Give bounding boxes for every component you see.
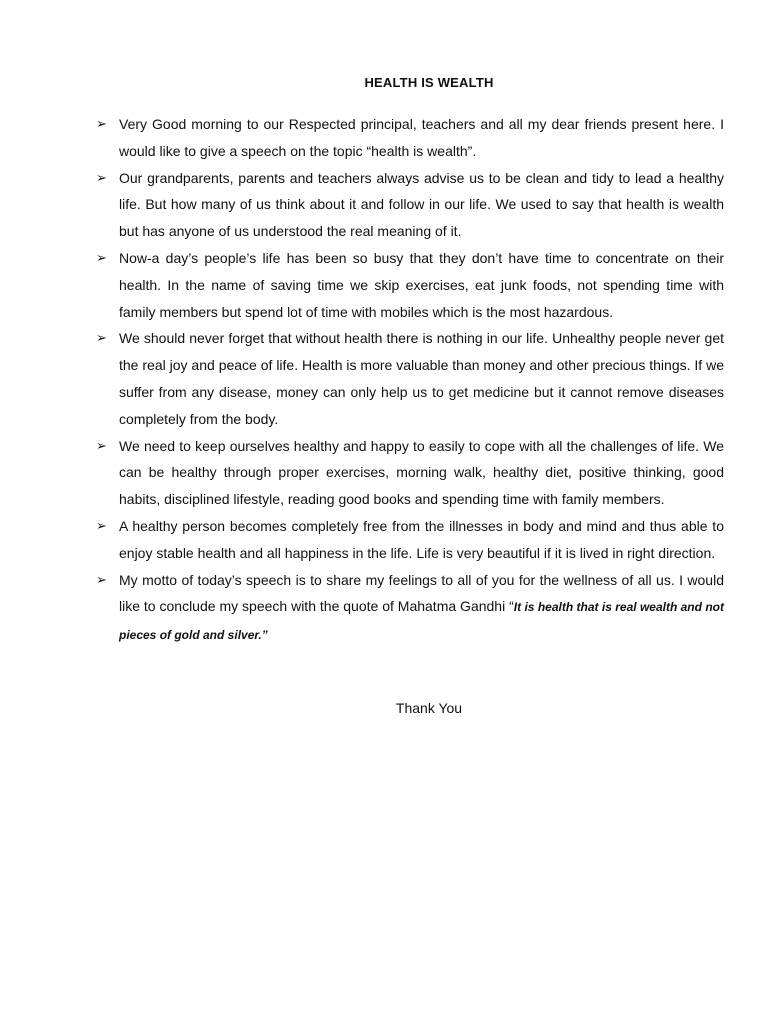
list-item: [96, 513, 724, 567]
list-item: [96, 433, 724, 513]
arrow-bullet-icon: ➢: [96, 437, 107, 453]
arrow-bullet-icon: ➢: [96, 116, 107, 131]
list-item: [96, 325, 724, 432]
paragraph-text: My motto of today’s speech is to share my feelings to all of you for the wellness of all us. I would like to conclude my speech with the quote of Mahatma Gandhi “: [119, 571, 724, 615]
paragraph-text: Very Good morning to our Respected principal, teachers and all my dear friends present here. I would like to give a speech on the topic “health is wealth”.: [119, 116, 724, 159]
paragraph-text: We need to keep ourselves healthy and happy to easily to cope with all the challenges of life. We can be healthy through proper exercises, morning walk, healthy diet, positive thinking, good habits, disciplined lifestyle, reading good books and spending time with family members.: [119, 437, 724, 508]
arrow-bullet-icon: ➢: [96, 517, 107, 533]
arrow-bullet-icon: ➢: [96, 169, 107, 185]
list-item: [96, 111, 724, 165]
paragraph-text: We should never forget that without health there is nothing in our life. Unhealthy people never get the real joy and peace of life. Health is more valuable than money and other precious things. If we suffer from any disease, money can only help us to get medicine but it cannot remove diseases completely from the body.: [119, 330, 724, 427]
list-item: [96, 567, 724, 649]
document-title: HEALTH IS WEALTH: [364, 75, 494, 90]
arrow-bullet-icon: ➢: [96, 571, 107, 587]
list-item: [96, 245, 724, 325]
arrow-bullet-icon: ➢: [96, 330, 107, 346]
paragraph-text: A healthy person becomes completely free from the illnesses in body and mind and thus able to enjoy stable health and all happiness in the life. Life is very beautiful if it is lived in right direction.: [119, 517, 724, 561]
paragraph-text: Our grandparents, parents and teachers always advise us to be clean and tidy to lead a healthy life. But how many of us think about it and follow in our life. We used to say that health is wealth but has anyone of us understood the real meaning of it.: [119, 169, 724, 240]
paragraph-text: Now-a day’s people’s life has been so busy that they don’t have time to concentrate on their health. In the name of saving time we skip exercises, eat junk foods, not spending time with family members but spend lot of time with mobiles which is the most hazardous.: [119, 249, 724, 320]
list-item: [96, 165, 724, 245]
arrow-bullet-icon: ➢: [96, 249, 107, 265]
gandhi-quote: It is health that is real wealth and not pieces of gold and silver.”: [119, 600, 724, 643]
speech-bullet-list: [96, 111, 724, 649]
closing-text: Thank You: [395, 700, 463, 716]
